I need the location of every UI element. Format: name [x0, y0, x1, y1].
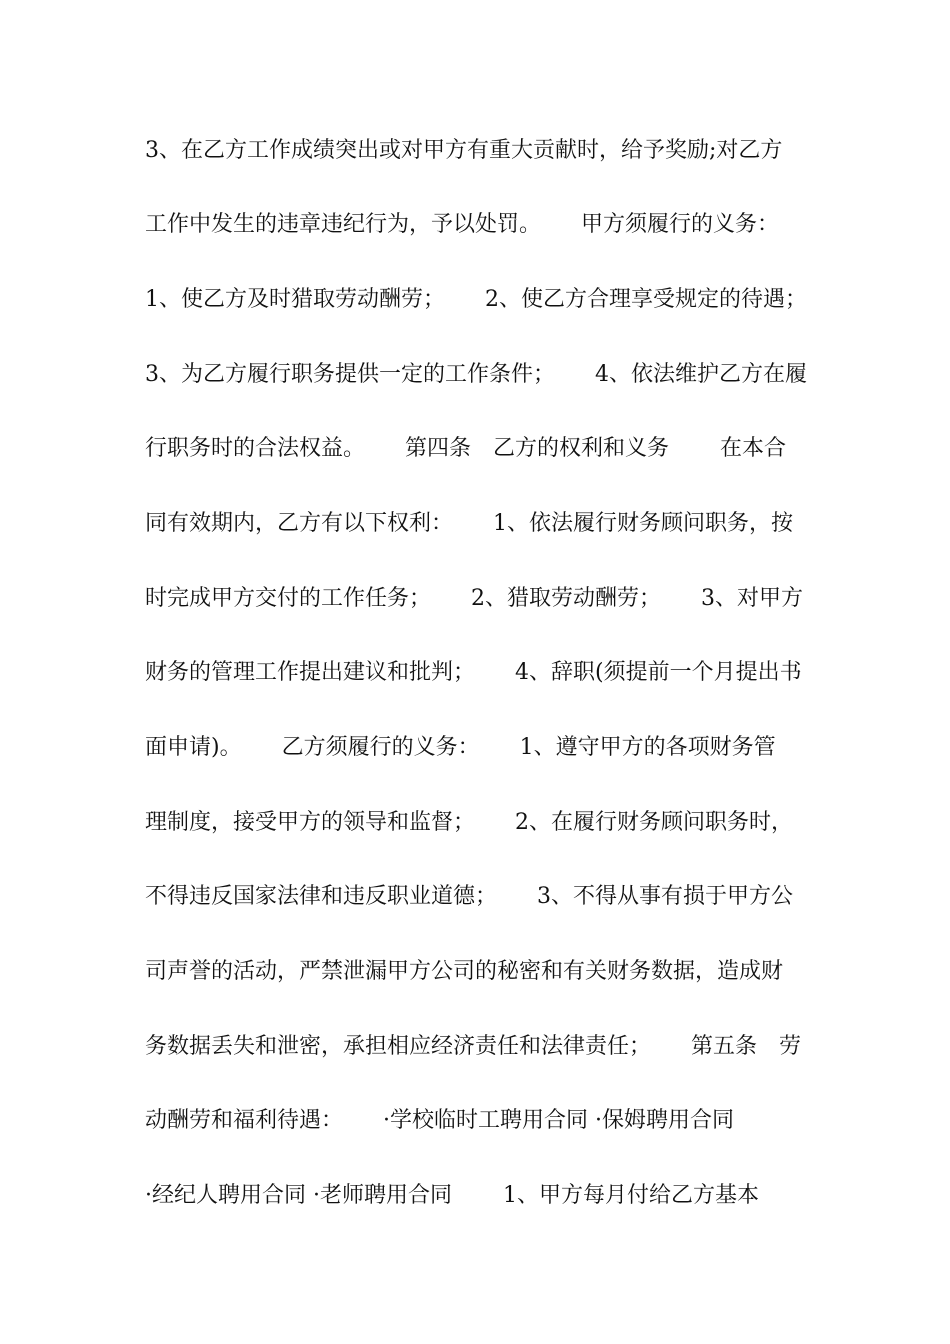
paragraph-line: 司声誉的活动，严禁泄漏甲方公司的秘密和有关财务数据，造成财	[145, 959, 784, 984]
paragraph-line: 同有效期内，乙方有以下权利： 1、依法履行财务顾问职务，按	[145, 511, 793, 536]
paragraph-line: 不得违反国家法律和违反职业道德； 3、不得从事有损于甲方公	[145, 884, 793, 909]
paragraph-line: 行职务时的合法权益。 第四条 乙方的权利和义务 在本合	[145, 436, 786, 461]
paragraph-line: 时完成甲方交付的工作任务； 2、猎取劳动酬劳； 3、对甲方	[145, 586, 803, 611]
paragraph-line: 1、使乙方及时猎取劳动酬劳； 2、使乙方合理享受规定的待遇；	[145, 287, 807, 312]
paragraph-line: 理制度，接受甲方的领导和监督； 2、在履行财务顾问职务时，	[145, 810, 793, 835]
paragraph-line: 财务的管理工作提出建议和批判； 4、辞职(须提前一个月提出书	[145, 660, 802, 685]
paragraph-line: 动酬劳和福利待遇： ·学校临时工聘用合同 ·保姆聘用合同	[145, 1108, 734, 1133]
paragraph-line: 3、在乙方工作成绩突出或对甲方有重大贡献时，给予奖励;对乙方	[145, 138, 783, 163]
paragraph-line: 务数据丢失和泄密，承担相应经济责任和法律责任； 第五条 劳	[145, 1034, 801, 1059]
paragraph-line: 工作中发生的违章违纪行为，予以处罚。 甲方须履行的义务：	[145, 212, 779, 237]
paragraph-line: 3、为乙方履行职务提供一定的工作条件； 4、依法维护乙方在履	[145, 362, 807, 387]
paragraph-line: 面申请)。 乙方须履行的义务： 1、遵守甲方的各项财务管	[145, 735, 776, 760]
paragraph-line: ·经纪人聘用合同 ·老师聘用合同 1、甲方每月付给乙方基本	[145, 1183, 759, 1208]
